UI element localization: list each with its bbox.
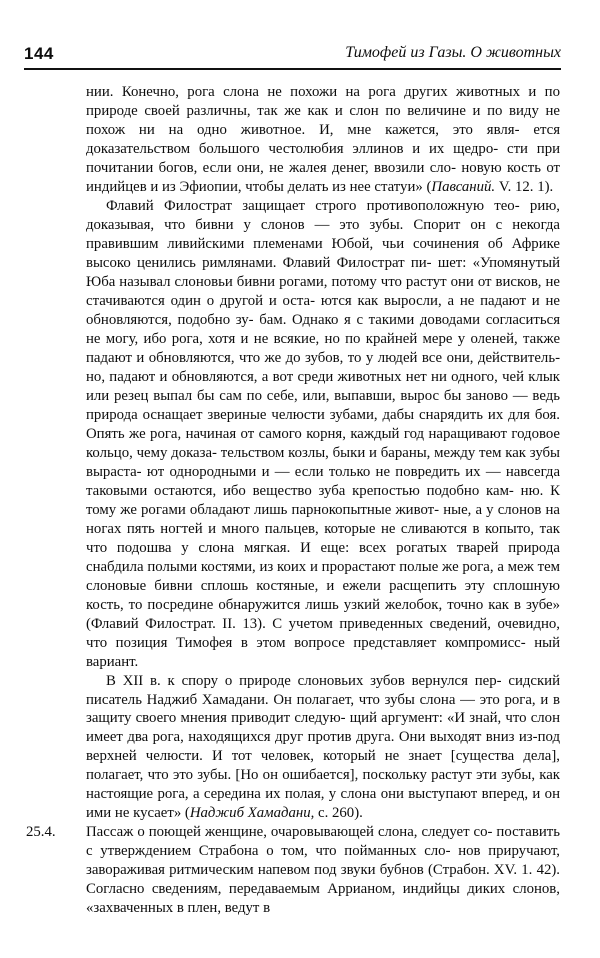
paragraph-3: В XII в. к спору о природе слоновьих зубов вернулся пер- сидский писатель Наджиб Хамадани. Он полагает, что зубы слона — это рога, и в защиту своего мнения приводит следую- щий аргумент: «И знай, что слон имеет два рога, находящихся друг против друга. Они выходят вниз из-под верхней челюсти. И тот человек, который не знает [существа дела], полагает, что это зубы. [Но он ошибается], поскольку растут эти зубы, как настоящие рога, а середина их полая, у слона они выступают вперед, и он ими не кусает» (Наджиб Хамадани, с. 260). [86, 672, 561, 822]
running-head: Тимофей из Газы. О животных [345, 44, 561, 61]
body-text [26, 83, 561, 918]
paragraph-2: Флавий Филострат защищает строго противоположную тео- рию, доказывая, что бивни у слонов — это зубы. Спорит он с некогда правившим ливийскими племенами Юбой, чьи сочинения об Африке высоко ценились римлянами. Флавий Филострат пи- шет: «Упомянутый Юба называл слоновьи бивни рогами, потому что растут они от висков, не стачиваются один о другой и оста- ются как выросли, а не падают и не обновляются, подобно зу- бам. Однако я с такими доводами согласиться не могу, ибо рога, хотя и не всякие, но по крайней мере у оленей, также падают и обновляются, что же до зубов, то у людей все они, действитель- но, падают и обновляются, а вот среди животных нет ни одного, чей клык или резец выпал бы сам по себе, или, выпавши, вырос бы заново — ведь природа оснащает звериные челюсти зубами, дабы снарядить их для боя. Опять же рога, начиная от самого корня, каждый год наращивают годовое кольцо, чему доказа- тельством козлы, быки и бараны, между тем как зубы выраста- ют однородными и — если только не повредить их — навсегда таковыми остаются, ибо вещество зуба крепостью подобно кам- ню. К тому же рогами обладают лишь парнокопытные живот- ные, а у слонов на ногах пять ногтей и много пальцев, которые не сливаются в копыто, так что подошва у слона мягкая. И еще: всех рогатых тварей природа снабдила полыми костями, из коих и прорастают полые же рога, а меж тем слоновые бивни сплошь костяные, и ежели расщепить эту сплошную кость, то посредине обнаружится лишь узкий желобок, точно как в зубе» (Флавий Филострат. II. 13). С учетом приведенных сведений, очевидно, что позиция Тимофея в этом вопросе представляет компромисс- ный вариант. [86, 197, 561, 670]
paragraph-1: нии. Конечно, рога слона не похожи на рога других животных и по природе своей различны, так же как и слон по величине и по виду не похож ни на одно животное. И, мне кажется, это явля- ется доказательством большого честолюбия эллинов и их щедро- сти при почитании богов, если они, не жалея денег, ввозили сло- новую кость от индийцев и из Эфиопии, чтобы делать из нее статуи» (Павсаний. V. 12. 1). [86, 84, 561, 195]
commentary-25-4: 25.4. Пассаж о поющей женщине, очаровывающей слона, следует со- поставить с утверждением Страбона о том, что пойманных сло- нов приручают, завораживая ритмическим напевом под звуки бубнов (Страбон. XV. 1. 42). Согласно сведениям, передаваемым Аррианом, индийцы диких слонов, «захваченных в плен, ведут в [26, 824, 561, 917]
page-header [24, 44, 561, 70]
note-number: 25.4. [26, 824, 56, 841]
citation: Павсаний. [431, 178, 496, 195]
page-number: 144 [24, 44, 54, 63]
citation: Наджиб Хамадани, [189, 805, 315, 822]
